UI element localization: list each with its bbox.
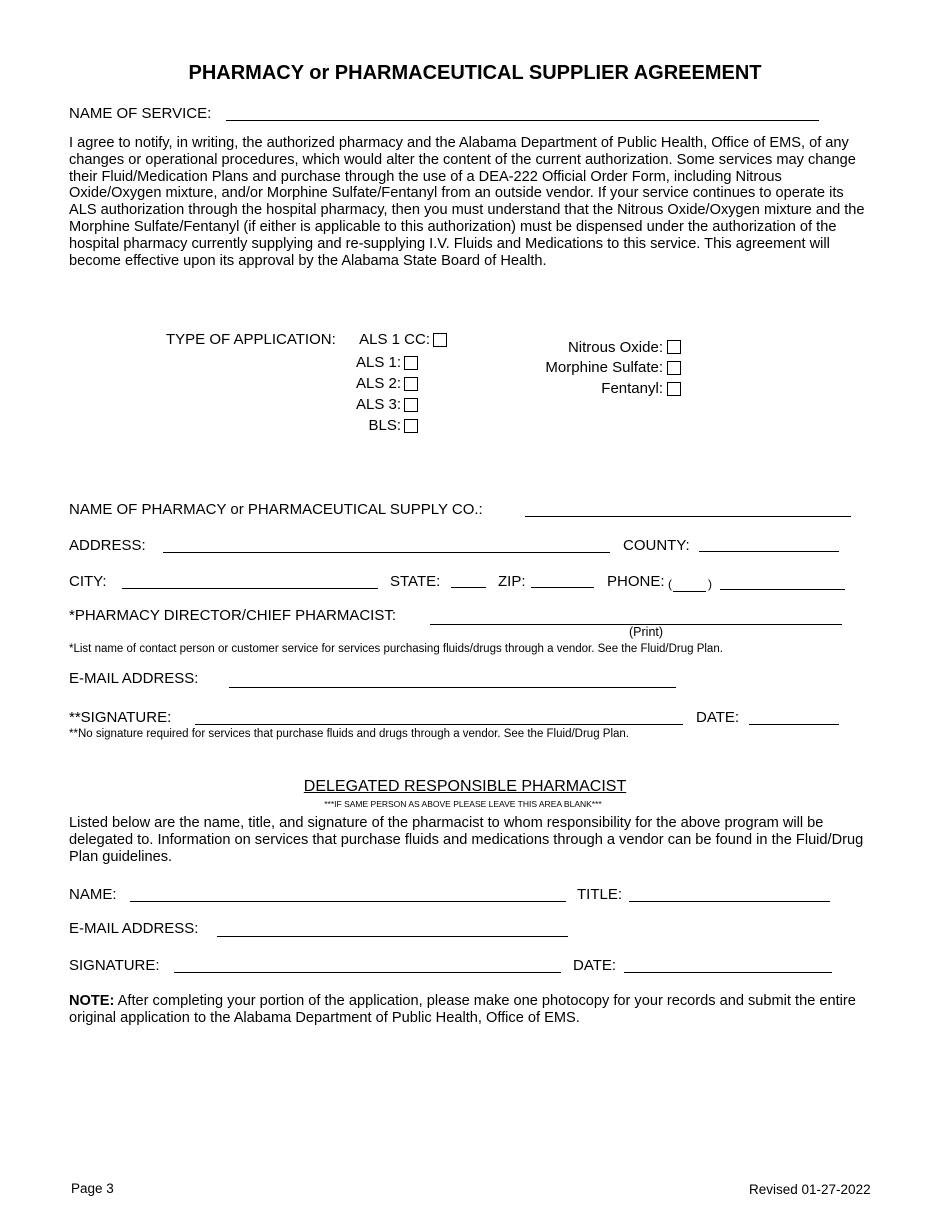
checkbox-als1cc[interactable]	[433, 333, 447, 347]
director-note: *List name of contact person or customer service for services purchasing fluids/drugs through a vendor. See the Fluid/Drug Plan.	[69, 643, 723, 655]
note-bold: NOTE:	[69, 993, 115, 1009]
drug-label-fentanyl: Fentanyl:	[601, 380, 663, 397]
checkbox-morphine-sulfate[interactable]	[667, 361, 681, 375]
checkbox-als1[interactable]	[404, 356, 418, 370]
email-field[interactable]	[229, 687, 676, 688]
pharmacy-name-label: NAME OF PHARMACY or PHARMACEUTICAL SUPPLY CO.:	[69, 501, 483, 518]
level-label-als3: ALS 3:	[355, 396, 401, 413]
delegated-title-field[interactable]	[629, 901, 830, 902]
address-label: ADDRESS:	[69, 537, 146, 554]
delegated-date-field[interactable]	[624, 972, 832, 973]
delegated-subnote: ***IF SAME PERSON AS ABOVE PLEASE LEAVE THIS AREA BLANK***	[324, 799, 602, 809]
phone-number-field[interactable]	[720, 589, 845, 590]
date-label: DATE:	[696, 709, 740, 726]
phone-area-close: )	[708, 577, 712, 591]
checkbox-bls[interactable]	[404, 419, 418, 433]
type-of-application-label: TYPE OF APPLICATION:	[166, 331, 336, 348]
checkbox-als2[interactable]	[404, 377, 418, 391]
delegated-signature-label: SIGNATURE:	[69, 957, 160, 974]
director-label: *PHARMACY DIRECTOR/CHIEF PHARMACIST:	[69, 607, 396, 624]
delegated-signature-field[interactable]	[174, 972, 561, 973]
signature-note: **No signature required for services that purchase fluids and drugs through a vendor. See the Fluid/Drug Plan.	[69, 728, 629, 740]
signature-label: **SIGNATURE:	[69, 709, 172, 726]
city-label: CITY:	[69, 573, 107, 590]
delegated-paragraph: Listed below are the name, title, and signature of the pharmacist to whom responsibility for the above program will be delegated to. Information on services that purchase fluids and medications through a vendor can be found in the Fluid/Drug Plan guidelines.	[69, 815, 864, 865]
level-label-bls: BLS:	[368, 417, 401, 434]
delegated-name-field[interactable]	[130, 901, 566, 902]
phone-area-open: (	[668, 577, 672, 591]
state-field[interactable]	[451, 587, 486, 588]
drug-label-morphine-sulfate: Morphine Sulfate:	[545, 359, 663, 376]
phone-area-code-field[interactable]	[673, 591, 706, 592]
zip-label: ZIP:	[498, 573, 526, 590]
level-label-als2: ALS 2:	[355, 375, 401, 392]
delegated-date-label: DATE:	[573, 957, 617, 974]
email-label: E-MAIL ADDRESS:	[69, 670, 199, 687]
name-of-service-field[interactable]	[226, 120, 819, 121]
delegated-name-label: NAME:	[69, 886, 117, 903]
address-field[interactable]	[163, 552, 610, 553]
page-number: Page 3	[71, 1181, 114, 1196]
print-label: (Print)	[629, 625, 664, 639]
checkbox-nitrous-oxide[interactable]	[667, 340, 681, 354]
date-field[interactable]	[749, 724, 839, 725]
delegated-email-field[interactable]	[217, 936, 568, 937]
phone-label: PHONE:	[607, 573, 665, 590]
checkbox-fentanyl[interactable]	[667, 382, 681, 396]
zip-field[interactable]	[531, 587, 594, 588]
county-label: COUNTY:	[623, 537, 690, 554]
agreement-paragraph: I agree to notify, in writing, the authorized pharmacy and the Alabama Department of Public Health, Office of EMS, of any changes or operational procedures, which would alter the content of the current authorization. Some services may change their Fluid/Medication Plans and purchase through the use of a DEA-222 Official Order Form, including Nitrous Oxide/Oxygen mixture, and/or Morphine Sulfate/Fentanyl from an outside vendor. If your service continues to operate its ALS authorization through the hospital pharmacy, then you must understand that the Nitrous Oxide/Oxygen mixture and the Morphine Sulfate/Fentanyl (if either is applicable to this authorization) must be dispensed under the authorization of the hospital pharmacy currently supplying and re-supplying I.V. Fluids and Medications to this service. This agreement will become effective upon its approval by the Alabama State Board of Health.	[69, 135, 865, 269]
state-label: STATE:	[390, 573, 441, 590]
note-paragraph	[69, 993, 874, 1027]
page-title: PHARMACY or PHARMACEUTICAL SUPPLIER AGREEMENT	[188, 62, 762, 84]
city-field[interactable]	[122, 588, 378, 589]
drug-label-nitrous-oxide: Nitrous Oxide:	[567, 339, 663, 356]
signature-field[interactable]	[195, 724, 683, 725]
pharmacy-name-field[interactable]	[525, 516, 851, 517]
note-text: After completing your portion of the application, please make one photocopy for your records and submit the entire original application to the Alabama Department of Public Health, Office of EMS.	[69, 993, 856, 1026]
checkbox-als3[interactable]	[404, 398, 418, 412]
name-of-service-label: NAME OF SERVICE:	[69, 105, 212, 122]
delegated-title-label: TITLE:	[577, 886, 623, 903]
level-label-als1: ALS 1:	[355, 354, 401, 371]
revised-date: Revised 01-27-2022	[749, 1182, 871, 1197]
delegated-email-label: E-MAIL ADDRESS:	[69, 920, 199, 937]
county-field[interactable]	[699, 551, 839, 552]
delegated-heading: DELEGATED RESPONSIBLE PHARMACIST	[303, 778, 627, 795]
level-label-als1cc: ALS 1 CC:	[359, 331, 430, 348]
